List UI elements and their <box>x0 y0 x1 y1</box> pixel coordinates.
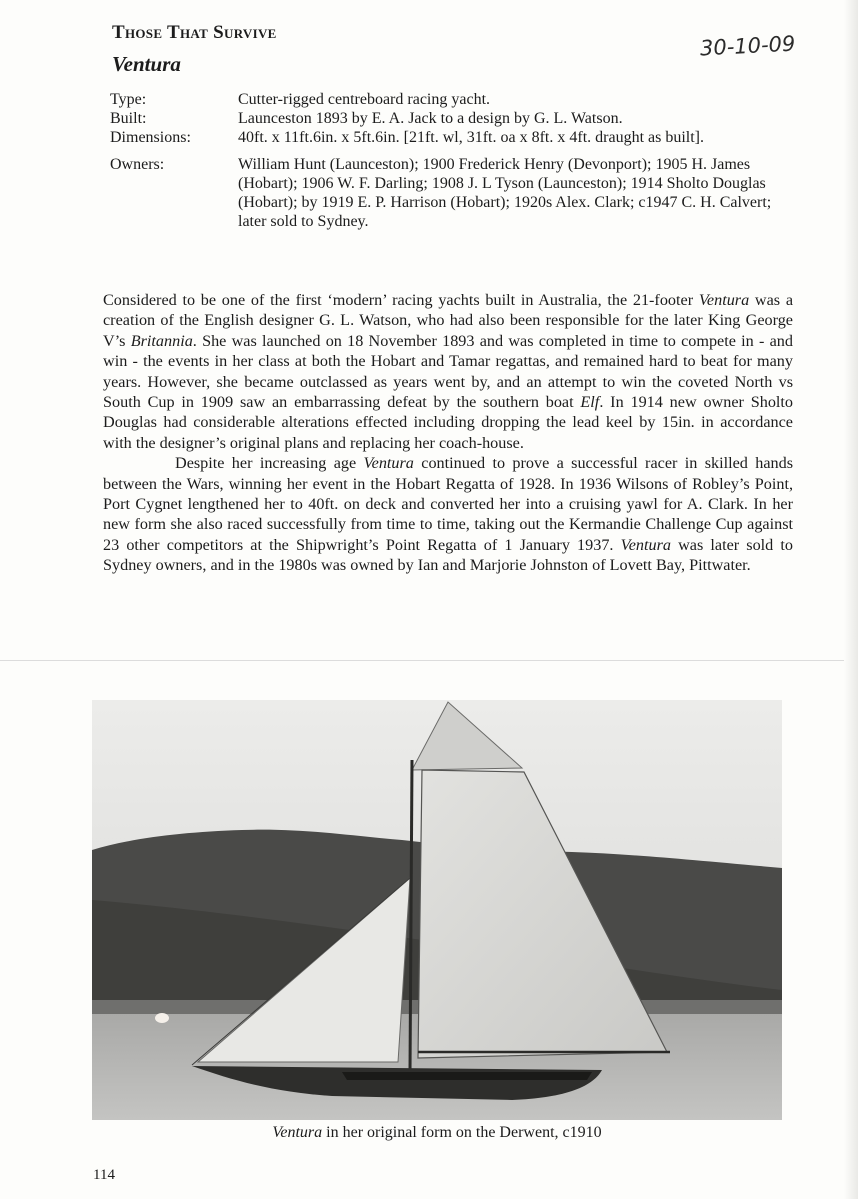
italic-run: Elf <box>580 393 600 412</box>
spec-value: William Hunt (Launceston); 1900 Frederick Henry (Devonport); 1905 H. James (Hobart); 1906 W. F. Darling; 1908 J. L Tyson (Launceston); 1914 Sholto Douglas (Hobart); by 1919 E. P. Harrison (Hobart); 1920s Alex. Clark; c1947 C. H. Calvert; later sold to Sydney. <box>238 156 772 230</box>
photo-caption <box>92 1124 782 1142</box>
vessel-name: Ventura <box>112 52 181 76</box>
page-fold-line <box>0 660 858 661</box>
handwritten-date: 30-10-09 <box>699 31 796 61</box>
mast <box>410 760 412 1072</box>
spec-row-built <box>110 109 800 128</box>
text-run: . In 1914 new owner Sholto Douglas had considerable alterations effected including dropping the lead keel by 15in. in accordance with the designer’s original plans and replacing her coach-house. <box>103 393 794 452</box>
spec-label: Owners: <box>110 156 165 173</box>
spec-table <box>110 90 800 231</box>
italic-run: Ventura <box>620 535 671 554</box>
italic-run: Ventura <box>363 454 414 473</box>
page-number: 114 <box>93 1167 115 1183</box>
crew <box>342 1072 592 1080</box>
text-run: . She was launched on 18 November 1893 and was completed in time to compete in - and win - the events in her class at both the Hobart and Tamar regattas, and remained hard to beat for many years. However, she became outclassed as years went by, and an attempt to win the coveted North vs South Cup in 1909 saw an embarrassing defeat by the southern boat <box>103 331 793 412</box>
text-run: Despite her increasing age <box>175 454 364 473</box>
paragraph-1 <box>103 290 793 453</box>
caption-text: in her original form on the Derwent, c1910 <box>322 1124 602 1141</box>
paragraph-2 <box>103 453 793 575</box>
section-title: Those That Survive <box>112 22 277 43</box>
text-run: was later sold to Sydney owners, and in the 1980s was owned by Ian and Marjorie Johnston of Lovett Bay, Pittwater. <box>103 535 793 575</box>
spec-value: Cutter-rigged centreboard racing yacht. <box>238 91 491 108</box>
text-run: continued to prove a successful racer in skilled hands between the Wars, winning her event in the Hobart Regatta of 1928. In 1936 Wilsons of Robley’s Point, Port Cygnet lengthened her to 40ft. on deck and converted her into a cruising yawl for A. Clark. In her new form she also raced successfully from time to time, taking out the Kermandie Challenge Cup against 23 other competitors at the Shipwright’s Point Regatta of 1 January 1937. <box>103 454 793 554</box>
spec-row-dimensions <box>110 128 800 147</box>
yacht-photograph <box>92 700 782 1120</box>
spec-value: Launceston 1893 by E. A. Jack to a design by G. L. Watson. <box>238 110 623 127</box>
text-run: Considered to be one of the first ‘modern’ racing yachts built in Australia, the 21-footer <box>103 291 699 309</box>
spec-row-owners <box>110 147 800 231</box>
spec-row-type <box>110 90 800 109</box>
page-edge-shadow <box>844 0 858 1199</box>
spec-label: Type: <box>110 91 147 108</box>
italic-run: Ventura <box>698 291 750 309</box>
caption-name: Ventura <box>272 1124 323 1141</box>
spec-value: 40ft. x 11ft.6in. x 5ft.6in. [21ft. wl, 31ft. oa x 8ft. x 4ft. draught as built]. <box>238 129 705 146</box>
paper-stain <box>155 1013 169 1023</box>
text-run: was a creation of the English designer G. L. Watson, who had also been responsible for the later King George V’s <box>103 291 794 350</box>
spec-label: Dimensions: <box>110 129 191 146</box>
italic-run: Britannia <box>130 331 193 350</box>
spec-label: Built: <box>110 110 147 127</box>
article-body <box>103 290 793 576</box>
